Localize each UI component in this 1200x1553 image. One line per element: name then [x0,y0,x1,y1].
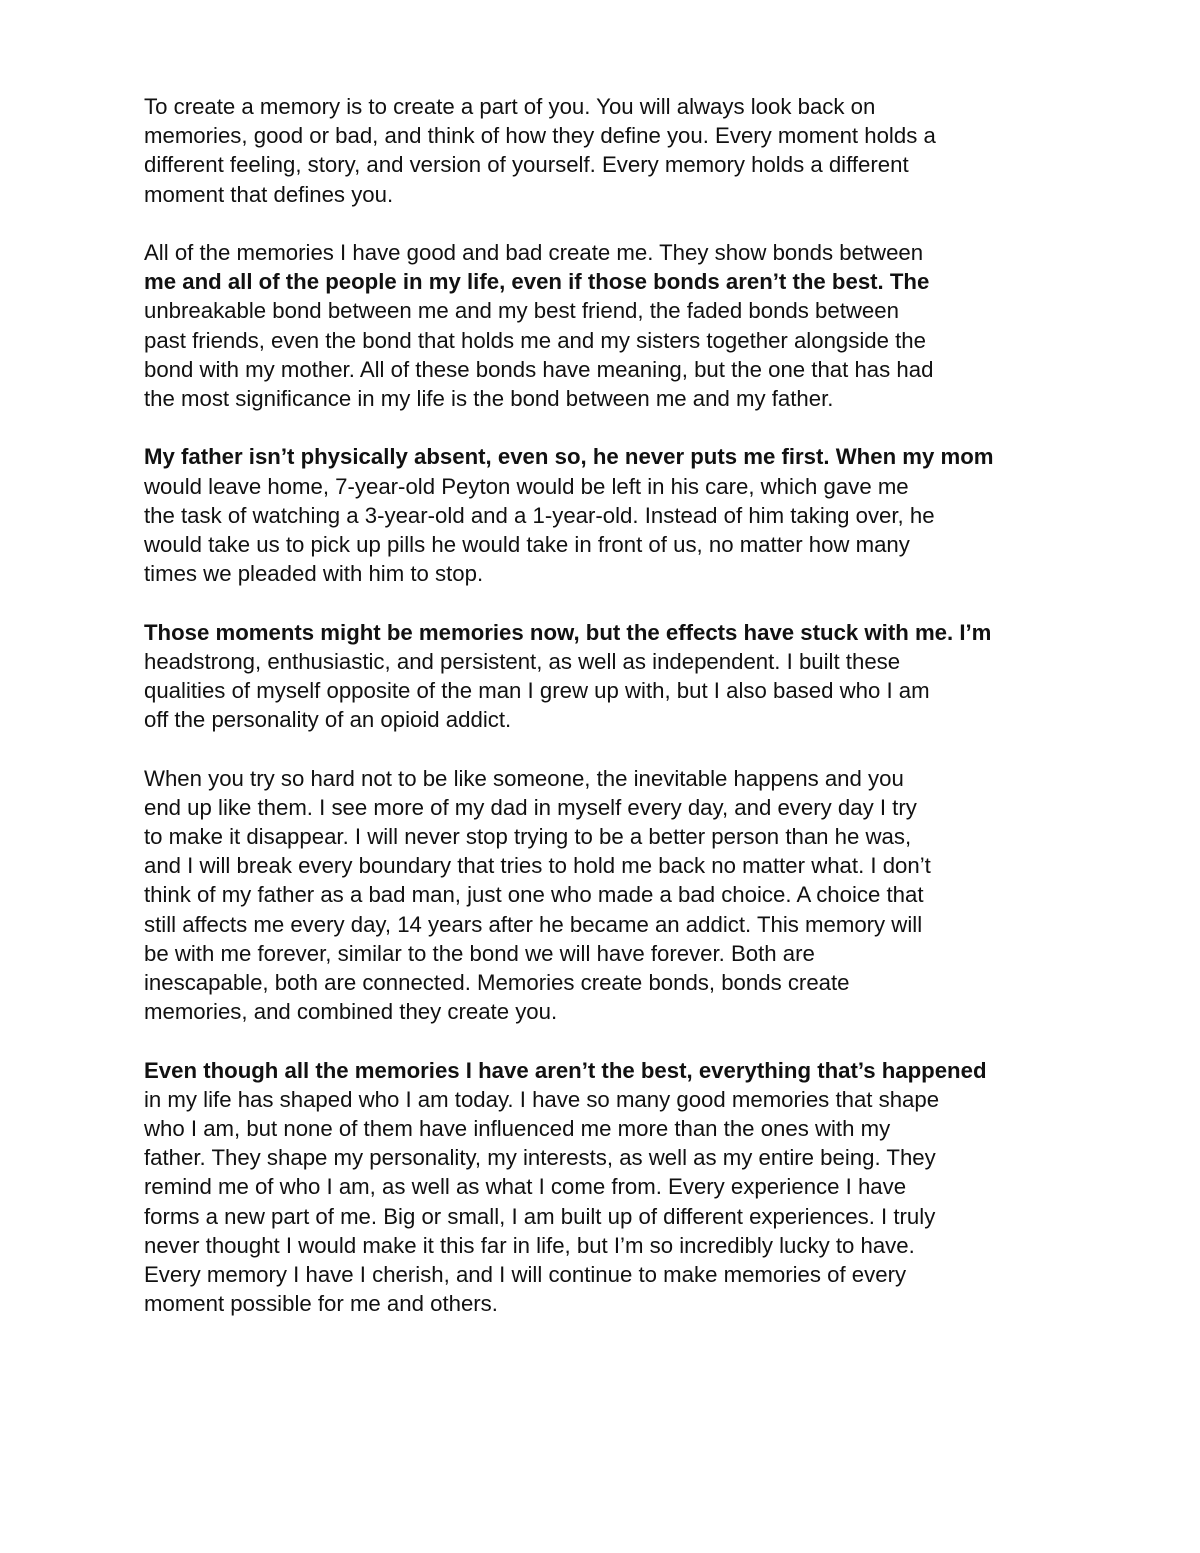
paragraph-2 [144,238,1064,413]
paragraph-line: the most significance in my life is the bond between me and my father. [144,386,834,412]
paragraph-line: inescapable, both are connected. Memories create bonds, bonds create [144,970,850,996]
paragraph-line: to make it disappear. I will never stop trying to be a better person than he was, [144,824,912,850]
paragraph-line: think of my father as a bad man, just one who made a bad choice. A choice that [144,882,924,908]
paragraph-line: me and all of the people in my life, even if those bonds aren’t the best. The [144,269,930,295]
paragraph-line: would leave home, 7-year-old Peyton would be left in his care, which gave me [144,473,909,499]
paragraph-line: All of the memories I have good and bad create me. They show bonds between [144,240,924,265]
paragraph-line: When you try so hard not to be like someone, the inevitable happens and you [144,765,904,791]
paragraph-line: father. They shape my personality, my interests, as well as my entire being. They [144,1145,936,1171]
paragraph-line: be with me forever, similar to the bond we will have forever. Both are [144,940,815,966]
paragraph-line: Even though all the memories I have aren’t the best, everything that’s happened [144,1057,987,1083]
paragraph-line: and I will break every boundary that tries to hold me back no matter what. I don’t [144,853,931,879]
paragraph-line: qualities of myself opposite of the man I grew up with, but I also based who I am [144,678,930,704]
paragraph-line: moment that defines you. [144,181,394,207]
paragraph-line: past friends, even the bond that holds me and my sisters together alongside the [144,327,926,353]
paragraph-line: still affects me every day, 14 years after he became an addict. This memory will [144,911,923,937]
paragraph-line: different feeling, story, and version of yourself. Every memory holds a different [144,152,909,178]
paragraph-line: memories, and combined they create you. [144,999,558,1025]
document-body [144,92,1064,1348]
paragraph-line: the task of watching a 3-year-old and a 1-year-old. Instead of him taking over, he [144,502,935,528]
paragraph-line: forms a new part of me. Big or small, I am built up of different experiences. I truly [144,1203,936,1229]
paragraph-5 [144,764,1064,1027]
paragraph-line: Every memory I have I cherish, and I will continue to make memories of every [144,1262,907,1288]
paragraph-6 [144,1056,1064,1319]
paragraph-line: bond with my mother. All of these bonds have meaning, but the one that has had [144,356,934,382]
paragraph-line: who I am, but none of them have influenced me more than the ones with my [144,1116,891,1142]
paragraph-line: in my life has shaped who I am today. I have so many good memories that shape [144,1086,940,1112]
paragraph-line: My father isn’t physically absent, even so, he never puts me first. When my mom [144,444,994,470]
paragraph-line: off the personality of an opioid addict. [144,707,512,733]
paragraph-4 [144,618,1064,735]
paragraph-line: times we pleaded with him to stop. [144,561,484,587]
paragraph-line: moment possible for me and others. [144,1291,498,1317]
paragraph-line: Those moments might be memories now, but the effects have stuck with me. I’m [144,619,992,645]
paragraph-line: would take us to pick up pills he would take in front of us, no matter how many [144,532,910,558]
paragraph-line: end up like them. I see more of my dad in myself every day, and every day I try [144,794,917,820]
paragraph-line: remind me of who I am, as well as what I come from. Every experience I have [144,1174,907,1200]
paragraph-line: never thought I would make it this far in life, but I’m so incredibly lucky to have. [144,1232,915,1258]
paragraph-line: memories, good or bad, and think of how they define you. Every moment holds a [144,123,936,149]
paragraph-line: To create a memory is to create a part of you. You will always look back on [144,94,876,119]
paragraph-line: headstrong, enthusiastic, and persistent, as well as independent. I built these [144,648,901,674]
paragraph-line: unbreakable bond between me and my best friend, the faded bonds between [144,298,899,324]
paragraph-3 [144,442,1064,588]
paragraph-1 [144,92,1064,209]
